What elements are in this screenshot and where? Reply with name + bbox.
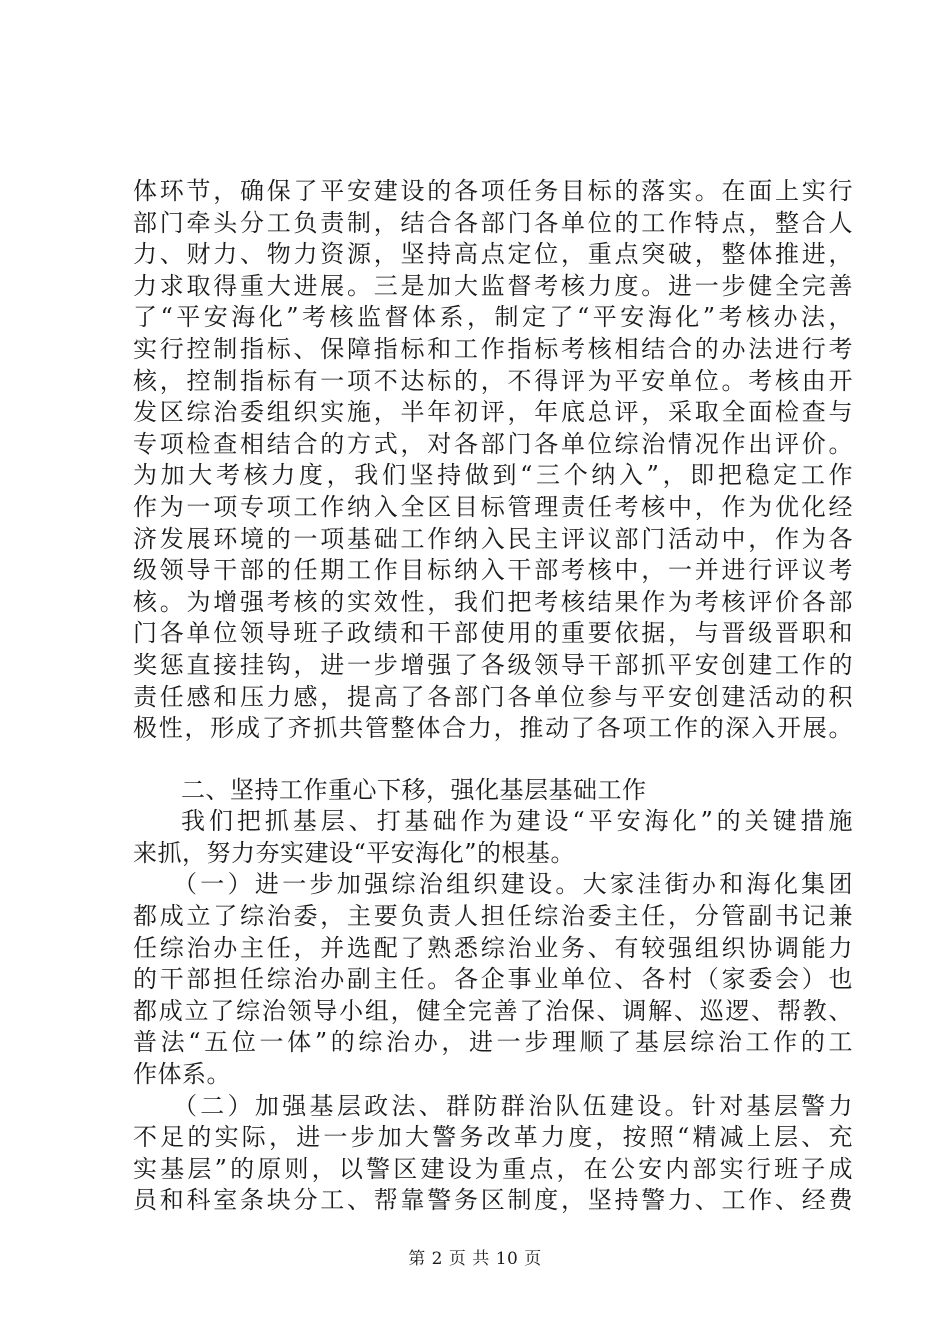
text-line: 普法“五位一体”的综治办，进一步理顺了基层综治工作的工 [133,1028,853,1057]
text-line: 体环节，确保了平安建设的各项任务目标的落实。在面上实行 [133,177,853,205]
text-line: （一）进一步加强综治组织建设。大家洼街办和海化集团 [173,870,853,899]
page-number-footer: 第 2 页 共 10 页 [408,1249,542,1269]
paragraph-spacer [133,745,853,775]
section-heading: 二、坚持工作重心下移，强化基层基础工作 [181,775,647,804]
text-line: 极性，形成了齐抓共管整体合力，推动了各项工作的深入开展。 [133,714,853,743]
paragraph-1 [133,176,853,745]
text-line: 来抓，努力夯实建设“平安海化”的根基。 [133,838,576,867]
text-line: 级领导干部的任期工作目标纳入干部考核中，一并进行评议考 [133,556,853,585]
text-line: 力、财力、物力资源，坚持高点定位，重点突破，整体推进， [133,240,853,269]
text-line: 员和科室条块分工、帮靠警务区制度，坚持警力、工作、经费 [133,1186,853,1215]
text-line: 为加大考核力度，我们坚持做到“三个纳入”，即把稳定工作 [133,461,853,490]
text-line: 了“平安海化”考核监督体系，制定了“平安海化”考核办法， [133,303,853,332]
text-line: 我们把抓基层、打基础作为建设“平安海化”的关键措施 [181,807,853,836]
text-line: 任综治办主任，并选配了熟悉综治业务、有较强组织协调能力 [133,933,853,962]
text-line: （二）加强基层政法、群防群治队伍建设。针对基层警力 [173,1091,853,1120]
text-line: 门各单位领导班子政绩和干部使用的重要依据，与晋级晋职和 [133,619,853,648]
text-line: 部门牵头分工负责制，结合各部门各单位的工作特点，整合人 [133,208,853,237]
paragraph-2 [133,806,853,869]
text-line: 力求取得重大进展。三是加大监督考核力度。进一步健全完善 [133,271,853,300]
text-line: 作为一项专项工作纳入全区目标管理责任考核中，作为优化经 [133,492,853,521]
text-line: 都成立了综治委，主要负责人担任综治委主任，分管副书记兼 [133,902,853,931]
paragraph-4 [133,1091,853,1217]
text-line: 核，控制指标有一项不达标的，不得评为平安单位。考核由开 [133,366,853,395]
text-line: 不足的实际，进一步加大警务改革力度，按照“精减上层、充 [133,1123,853,1152]
text-line: 实基层”的原则，以警区建设为重点，在公安内部实行班子成 [133,1154,853,1183]
text-line: 实行控制指标、保障指标和工作指标考核相结合的办法进行考 [133,334,853,363]
text-line: 的干部担任综治办副主任。各企事业单位、各村（家委会）也 [133,965,853,994]
text-line: 专项检查相结合的方式，对各部门各单位综治情况作出评价。 [133,429,853,458]
body-text [133,176,853,1217]
paragraph-3 [133,869,853,1090]
text-line: 责任感和压力感，提高了各部门各单位参与平安创建活动的积 [133,682,853,711]
text-line: 发区综治委组织实施，半年初评，年底总评，采取全面检查与 [133,398,853,427]
text-line: 济发展环境的一项基础工作纳入民主评议部门活动中，作为各 [133,524,853,553]
text-line: 奖惩直接挂钩，进一步增强了各级领导干部抓平安创建工作的 [133,650,853,679]
text-line: 都成立了综治领导小组，健全完善了治保、调解、巡逻、帮教、 [133,996,853,1025]
text-line: 核。为增强考核的实效性，我们把考核结果作为考核评价各部 [133,587,853,616]
text-line: 作体系。 [133,1060,231,1089]
